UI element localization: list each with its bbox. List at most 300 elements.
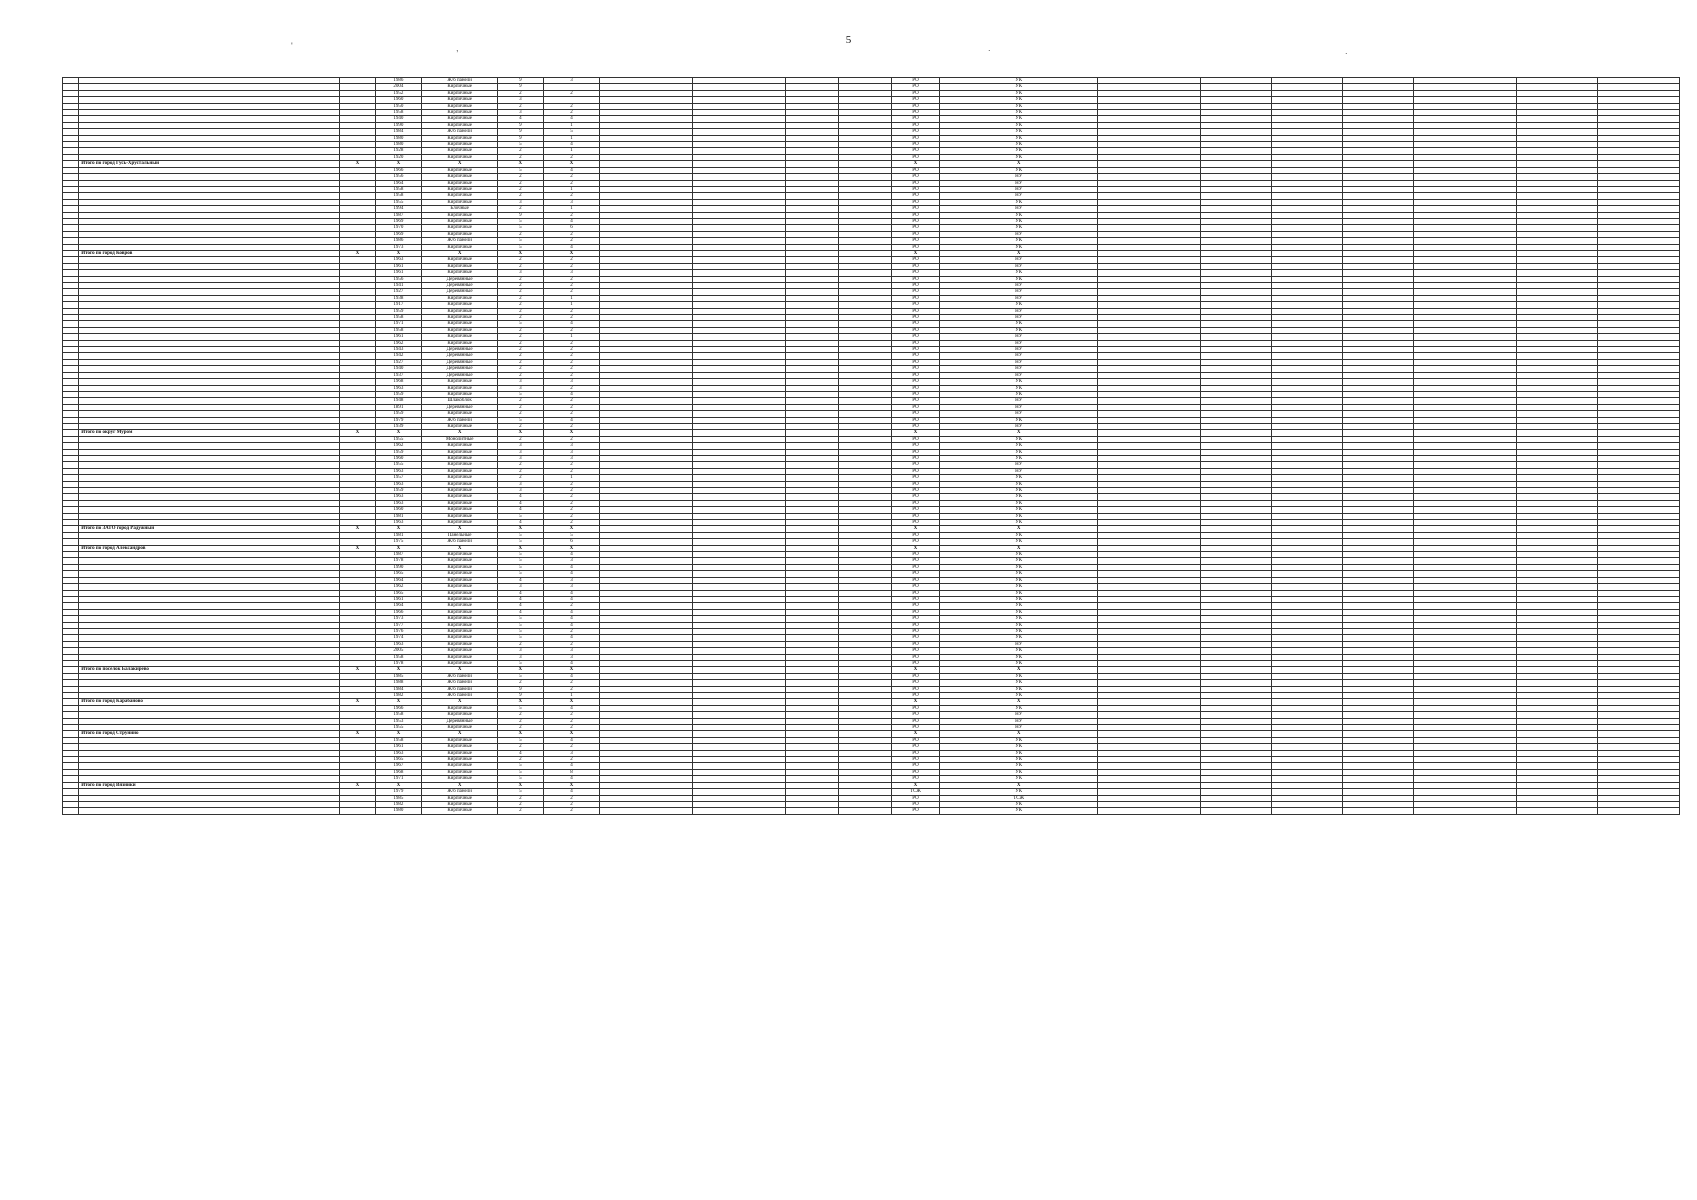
cell-entrances: 2 xyxy=(543,308,600,314)
cell-mgmt: РО xyxy=(891,231,940,237)
cell-address: Итого по город Карабаново xyxy=(79,699,340,705)
cell-org: УК xyxy=(940,776,1098,782)
cell-mgmt: РО xyxy=(891,693,940,699)
cell-entrances: 1 xyxy=(543,135,600,141)
cell-org: УК xyxy=(940,801,1098,807)
cell-address xyxy=(79,808,340,814)
cell-entrances: 4 xyxy=(543,616,600,622)
cell-entrances: 3 xyxy=(543,443,600,449)
cell-mgmt: РО xyxy=(891,244,940,250)
cell-year: 1964 xyxy=(375,577,422,583)
cell-material: Кирпичные xyxy=(422,449,498,455)
cell-entrances: 2 xyxy=(543,353,600,359)
cell-org: УК xyxy=(940,270,1098,276)
cell-mgmt: РО xyxy=(891,584,940,590)
cell-mgmt: РО xyxy=(891,475,940,481)
cell-entrances: 2 xyxy=(543,110,600,116)
cell-org: НУ xyxy=(940,295,1098,301)
cell-floors: 3 xyxy=(498,379,544,385)
cell-floors: 5 xyxy=(498,660,544,666)
cell-floors: 4 xyxy=(498,494,544,500)
cell-material: Кирпичные xyxy=(422,315,498,321)
cell-floors: 3 xyxy=(498,270,544,276)
cell-org: УК xyxy=(940,302,1098,308)
cell-material: Кирпичные xyxy=(422,257,498,263)
cell-year: X xyxy=(375,526,422,532)
cell-entrances: X xyxy=(543,161,600,167)
cell-floors: 2 xyxy=(498,757,544,763)
cell-entrances: X xyxy=(543,430,600,436)
cell-entrances: 2 xyxy=(543,154,600,160)
cell-entrances: 4 xyxy=(543,391,600,397)
cell-entrances: 2 xyxy=(543,404,600,410)
cell-year: 1952 xyxy=(375,90,422,96)
cell-floors: X xyxy=(498,731,544,737)
cell-org: УК xyxy=(940,750,1098,756)
cell-mgmt: РО xyxy=(891,577,940,583)
cell-floors: 2 xyxy=(498,795,544,801)
cell-entrances: 1 xyxy=(543,475,600,481)
cell-material: Деревянные xyxy=(422,366,498,372)
cell-mgmt: РО xyxy=(891,673,940,679)
cell-mgmt: РО xyxy=(891,795,940,801)
cell-material: Кирпичные xyxy=(422,302,498,308)
cell-floors: 2 xyxy=(498,398,544,404)
cell-year: 1981 xyxy=(375,532,422,538)
cell-floors: 9 xyxy=(498,84,544,90)
cell-entrances: 2 xyxy=(543,628,600,634)
cell-mgmt: РО xyxy=(891,808,940,814)
cell-entrances: 4 xyxy=(543,571,600,577)
cell-floors: 4 xyxy=(498,750,544,756)
cell-floors: X xyxy=(498,430,544,436)
cell-material: Кирпичные xyxy=(422,263,498,269)
cell-material: X xyxy=(422,161,498,167)
cell-year: 1980 xyxy=(375,808,422,814)
cell-floors: 5 xyxy=(498,628,544,634)
cell-mgmt: РО xyxy=(891,622,940,628)
cell-mgmt: РО xyxy=(891,347,940,353)
cell-mgmt: РО xyxy=(891,257,940,263)
cell-year: 1948 xyxy=(375,398,422,404)
cell-floors: 2 xyxy=(498,283,544,289)
cell-entrances: 2 xyxy=(543,90,600,96)
cell-org: УК xyxy=(940,520,1098,526)
cell-floors: 3 xyxy=(498,481,544,487)
cell-org: УК xyxy=(940,135,1098,141)
cell-entrances: 2 xyxy=(543,468,600,474)
cell-year: 1963 xyxy=(375,257,422,263)
cell-material: Кирпичные xyxy=(422,468,498,474)
cell-org: НУ xyxy=(940,353,1098,359)
cell-org: УК xyxy=(940,385,1098,391)
cell-org: X xyxy=(940,526,1098,532)
cell-year: 1963 xyxy=(375,385,422,391)
cell-year: X xyxy=(375,430,422,436)
cell-year: 1940 xyxy=(375,366,422,372)
cell-entrances: 5 xyxy=(543,532,600,538)
cell-col-x: X xyxy=(340,250,375,256)
cell-mgmt: РО xyxy=(891,596,940,602)
cell-entrances: 1 xyxy=(543,295,600,301)
cell-mgmt: РО xyxy=(891,680,940,686)
cell-floors: 2 xyxy=(498,808,544,814)
cell-floors: 2 xyxy=(498,154,544,160)
cell-material: Деревянные xyxy=(422,283,498,289)
cell-entrances: 2 xyxy=(543,180,600,186)
cell-mgmt: РО xyxy=(891,564,940,570)
cell-floors: 2 xyxy=(498,103,544,109)
cell-mgmt: РО xyxy=(891,283,940,289)
cell-org: X xyxy=(940,161,1098,167)
cell-year: 1963 xyxy=(375,750,422,756)
cell-org: УК xyxy=(940,225,1098,231)
cell-floors: 5 xyxy=(498,552,544,558)
cell-floors: 3 xyxy=(498,385,544,391)
cell-year: 1964 xyxy=(375,180,422,186)
cell-mgmt: РО xyxy=(891,725,940,731)
cell-mgmt: РО xyxy=(891,212,940,218)
cell-material: Кирпичные xyxy=(422,455,498,461)
cell-org: X xyxy=(940,250,1098,256)
cell-material: Ж/б панели xyxy=(422,238,498,244)
cell-org: УК xyxy=(940,90,1098,96)
cell-year: 1940 xyxy=(375,116,422,122)
cell-org: УК xyxy=(940,142,1098,148)
cell-address: Итого по город Александров xyxy=(79,545,340,551)
cell-material: Ж/б панели xyxy=(422,693,498,699)
cell-material: Кирпичные xyxy=(422,148,498,154)
cell-year: 1961 xyxy=(375,270,422,276)
cell-address: Итого по поселок Балакирево xyxy=(79,667,340,673)
housing-registry-table xyxy=(62,77,1680,815)
cell-floors: 3 xyxy=(498,648,544,654)
cell-org: УК xyxy=(940,218,1098,224)
cell-material: Кирпичные xyxy=(422,513,498,519)
cell-year: 1987 xyxy=(375,552,422,558)
cell-mgmt: ТСЖ xyxy=(891,789,940,795)
cell-material: Кирпичные xyxy=(422,654,498,660)
cell-year: 1943 xyxy=(375,347,422,353)
cell-org: НУ xyxy=(940,718,1098,724)
cell-floors: 2 xyxy=(498,712,544,718)
cell-org: УК xyxy=(940,244,1098,250)
cell-org: УК xyxy=(940,769,1098,775)
cell-floors: 2 xyxy=(498,90,544,96)
cell-entrances: 2 xyxy=(543,327,600,333)
cell-material: Кирпичные xyxy=(422,122,498,128)
cell-org: УК xyxy=(940,276,1098,282)
cell-entrances: 2 xyxy=(543,347,600,353)
cell-floors: 4 xyxy=(498,577,544,583)
cell-floors: 2 xyxy=(498,174,544,180)
cell-mgmt: РО xyxy=(891,776,940,782)
cell-mgmt: РО xyxy=(891,462,940,468)
cell-org: УК xyxy=(940,577,1098,583)
cell-mgmt: РО xyxy=(891,186,940,192)
cell-floors: 5 xyxy=(498,142,544,148)
cell-material: Деревянные xyxy=(422,289,498,295)
cell-org: УК xyxy=(940,564,1098,570)
cell-org: УК xyxy=(940,110,1098,116)
cell-org: УК xyxy=(940,321,1098,327)
cell-entrances: 4 xyxy=(543,552,600,558)
cell-entrances: 3 xyxy=(543,654,600,660)
cell-year: 1981 xyxy=(375,513,422,519)
cell-material: Кирпичные xyxy=(422,494,498,500)
cell-org: УК xyxy=(940,673,1098,679)
cell-material: X xyxy=(422,545,498,551)
cell-org: УК xyxy=(940,379,1098,385)
cell-year: 1980 xyxy=(375,142,422,148)
cell-mgmt: РО xyxy=(891,218,940,224)
cell-address: Итого по округ Муром xyxy=(79,430,340,436)
cell-year: X xyxy=(375,782,422,788)
cell-floors: 5 xyxy=(498,218,544,224)
cell-mgmt: РО xyxy=(891,174,940,180)
cell-year: 1955 xyxy=(375,725,422,731)
cell-entrances: 2 xyxy=(543,174,600,180)
cell-mgmt: РО xyxy=(891,334,940,340)
cell-entrances: 4 xyxy=(543,673,600,679)
cell-floors: 3 xyxy=(498,449,544,455)
cell-year: 1938 xyxy=(375,295,422,301)
cell-mgmt: РО xyxy=(891,609,940,615)
cell-floors: 4 xyxy=(498,507,544,513)
cell-entrances: 4 xyxy=(543,596,600,602)
cell-mgmt: РО xyxy=(891,270,940,276)
cell-floors: 2 xyxy=(498,436,544,442)
cell-mgmt: X xyxy=(891,731,940,737)
cell-floors: 3 xyxy=(498,110,544,116)
cell-year: 1958 xyxy=(375,737,422,743)
cell-mgmt: РО xyxy=(891,404,940,410)
cell-material: Кирпичные xyxy=(422,385,498,391)
cell-material: Кирпичные xyxy=(422,660,498,666)
cell-entrances: 2 xyxy=(543,603,600,609)
cell-floors: 2 xyxy=(498,641,544,647)
cell-material: Кирпичные xyxy=(422,475,498,481)
cell-material: Кирпичные xyxy=(422,167,498,173)
cell-material: Кирпичные xyxy=(422,135,498,141)
cell-entrances: 2 xyxy=(543,641,600,647)
cell-floors: 4 xyxy=(498,609,544,615)
cell-year: 1941 xyxy=(375,283,422,289)
cell-org: УК xyxy=(940,443,1098,449)
cell-entrances: X xyxy=(543,545,600,551)
cell-c3 xyxy=(1272,808,1343,814)
cell-year: 1963 xyxy=(375,481,422,487)
cell-floors: 2 xyxy=(498,257,544,263)
cell-entrances: 2 xyxy=(543,193,600,199)
cell-material: Панельные xyxy=(422,532,498,538)
cell-mgmt: РО xyxy=(891,327,940,333)
cell-year: 1965 xyxy=(375,571,422,577)
cell-mgmt: РО xyxy=(891,744,940,750)
cell-material: Кирпичные xyxy=(422,84,498,90)
cell-entrances: 2 xyxy=(543,263,600,269)
cell-material: X xyxy=(422,699,498,705)
cell-entrances: 3 xyxy=(543,750,600,756)
cell-entrances: 2 xyxy=(543,366,600,372)
cell-entrances: 4 xyxy=(543,142,600,148)
cell-mgmt: РО xyxy=(891,532,940,538)
cell-org: УК xyxy=(940,622,1098,628)
cell-entrances: 4 xyxy=(543,660,600,666)
cell-org: X xyxy=(940,667,1098,673)
cell-mgmt: РО xyxy=(891,455,940,461)
cell-org: УК xyxy=(940,654,1098,660)
cell-material: X xyxy=(422,430,498,436)
cell-entrances: 2 xyxy=(543,500,600,506)
cell-entrances: 3 xyxy=(543,584,600,590)
cell-material: Ж/б панели xyxy=(422,680,498,686)
cell-material: Кирпичные xyxy=(422,327,498,333)
cell-mgmt: РО xyxy=(891,295,940,301)
cell-entrances: 2 xyxy=(543,462,600,468)
cell-entrances: 2 xyxy=(543,359,600,365)
cell-col-x xyxy=(340,808,375,814)
cell-entrances: 3 xyxy=(543,577,600,583)
cell-year: 1957 xyxy=(375,475,422,481)
cell-mgmt: РО xyxy=(891,167,940,173)
cell-mgmt: РО xyxy=(891,552,940,558)
cell-year: X xyxy=(375,161,422,167)
cell-entrances: 2 xyxy=(543,289,600,295)
cell-mgmt: РО xyxy=(891,135,940,141)
cell-material: Кирпичные xyxy=(422,218,498,224)
cell-col-x: X xyxy=(340,667,375,673)
cell-mgmt: РО xyxy=(891,315,940,321)
cell-floors: 9 xyxy=(498,693,544,699)
cell-entrances: 4 xyxy=(543,622,600,628)
cell-entrances: 2 xyxy=(543,481,600,487)
cell-entrances: 2 xyxy=(543,423,600,429)
cell-material: Деревянные xyxy=(422,353,498,359)
cell-org: НУ xyxy=(940,263,1098,269)
cell-year: 1953 xyxy=(375,718,422,724)
cell-org: X xyxy=(940,731,1098,737)
cell-floors: 2 xyxy=(498,334,544,340)
scan-mark: . xyxy=(988,43,991,53)
cell-floors: 5 xyxy=(498,763,544,769)
cell-org: УК xyxy=(940,436,1098,442)
cell-material: Ж/б панели xyxy=(422,673,498,679)
cell-year: 1963 xyxy=(375,500,422,506)
scan-mark: . xyxy=(1345,46,1348,56)
cell-material: Кирпичные xyxy=(422,757,498,763)
cell-org: УК xyxy=(940,417,1098,423)
cell-mgmt: РО xyxy=(891,468,940,474)
cell-year: 1959 xyxy=(375,308,422,314)
cell-form xyxy=(839,808,892,814)
cell-mgmt: РО xyxy=(891,154,940,160)
cell-entrances: 2 xyxy=(543,257,600,263)
cell-year: 1917 xyxy=(375,302,422,308)
cell-org: УК xyxy=(940,148,1098,154)
cell-material: Кирпичные xyxy=(422,603,498,609)
cell-mgmt: РО xyxy=(891,801,940,807)
cell-org: X xyxy=(940,699,1098,705)
cell-year: 2004 xyxy=(375,84,422,90)
cell-material: Деревянные xyxy=(422,276,498,282)
cell-c2 xyxy=(1201,808,1272,814)
cell-entrances: X xyxy=(543,731,600,737)
cell-material: Деревянные xyxy=(422,347,498,353)
cell-floors: 2 xyxy=(498,423,544,429)
cell-mgmt: РО xyxy=(891,110,940,116)
cell-material: Кирпичные xyxy=(422,584,498,590)
cell-entrances: 2 xyxy=(543,103,600,109)
cell-entrances: 4 xyxy=(543,116,600,122)
cell-mgmt: РО xyxy=(891,321,940,327)
cell-col-x: X xyxy=(340,161,375,167)
cell-year: 1970 xyxy=(375,225,422,231)
cell-mgmt: РО xyxy=(891,423,940,429)
cell-org: НУ xyxy=(940,347,1098,353)
cell-org: УК xyxy=(940,500,1098,506)
cell-year: 1969 xyxy=(375,218,422,224)
cell-entrances: 1 xyxy=(543,186,600,192)
cell-entrances: 3 xyxy=(543,199,600,205)
cell-year: 1965 xyxy=(375,757,422,763)
cell-year: 1960 xyxy=(375,507,422,513)
cell-year: 1982 xyxy=(375,801,422,807)
cell-year: 1978 xyxy=(375,660,422,666)
cell-c5 xyxy=(1413,808,1516,814)
cell-floors: 5 xyxy=(498,737,544,743)
cell-org: УК xyxy=(940,552,1098,558)
cell-floors: 5 xyxy=(498,225,544,231)
scan-mark: , xyxy=(456,43,459,53)
cell-mgmt: РО xyxy=(891,705,940,711)
cell-mgmt: РО xyxy=(891,737,940,743)
cell-floors: 5 xyxy=(498,622,544,628)
cell-material: X xyxy=(422,526,498,532)
cell-year: 1968 xyxy=(375,379,422,385)
cell-material: Кирпичные xyxy=(422,705,498,711)
cell-year: 1961 xyxy=(375,596,422,602)
cell-mgmt: РО xyxy=(891,436,940,442)
cell-c1 xyxy=(1098,808,1201,814)
cell-mgmt: РО xyxy=(891,238,940,244)
cell-material: Кирпичные xyxy=(422,110,498,116)
cell-floors: 5 xyxy=(498,532,544,538)
cell-material: Блочные xyxy=(422,206,498,212)
cell-floors: 5 xyxy=(498,321,544,327)
cell-material: Кирпичные xyxy=(422,103,498,109)
cell-year: X xyxy=(375,250,422,256)
cell-material: Кирпичные xyxy=(422,507,498,513)
cell-floors: 2 xyxy=(498,411,544,417)
cell-entrances: 4 xyxy=(543,776,600,782)
cell-material: Кирпичные xyxy=(422,180,498,186)
cell-entrances: 2 xyxy=(543,385,600,391)
cell-year: 1963 xyxy=(375,468,422,474)
cell-floors: X xyxy=(498,699,544,705)
cell-year: 1958 xyxy=(375,186,422,192)
cell-material: Кирпичные xyxy=(422,737,498,743)
cell-year: 1961 xyxy=(375,744,422,750)
cell-year: 1958 xyxy=(375,327,422,333)
cell-year: X xyxy=(375,699,422,705)
cell-entrances: X xyxy=(543,782,600,788)
cell-year: 1920 xyxy=(375,154,422,160)
cell-mgmt: РО xyxy=(891,340,940,346)
cell-mgmt: X xyxy=(891,526,940,532)
cell-material: Кирпичные xyxy=(422,635,498,641)
cell-year: X xyxy=(375,667,422,673)
